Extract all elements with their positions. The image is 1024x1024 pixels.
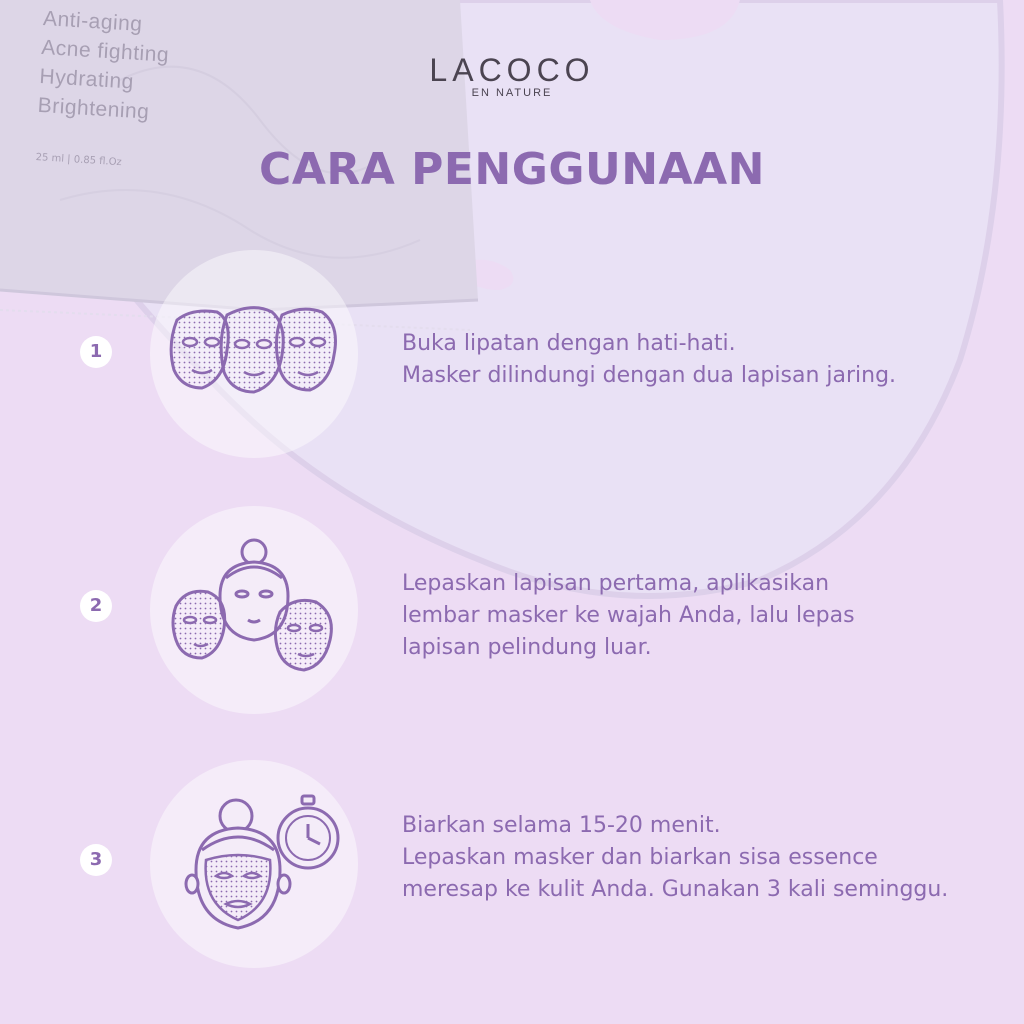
- step-3-text: [402, 810, 948, 906]
- step-2-line: lapisan pelindung luar.: [402, 635, 652, 660]
- folded-masks-icon: [162, 300, 346, 400]
- packet-benefit: Acne fighting: [40, 35, 170, 67]
- applying-mask-icon: [168, 536, 340, 676]
- step-1-line: Buka lipatan dengan hati-hati.: [402, 331, 736, 356]
- step-2-number: 2: [80, 590, 112, 622]
- page-title: CARA PENGGUNAAN: [259, 144, 765, 195]
- waiting-mask-timer-icon: [184, 794, 344, 940]
- step-3-line: Biarkan selama 15-20 menit.: [402, 813, 721, 838]
- step-3-line: meresap ke kulit Anda. Gunakan 3 kali seminggu.: [402, 877, 949, 902]
- packet-volume: 25 ml | 0.85 fl.Oz: [35, 152, 123, 169]
- brand-tagline: EN NATURE: [471, 87, 553, 99]
- step-3-line: Lepaskan masker dan biarkan sisa essence: [402, 845, 878, 870]
- brand-name: LACOCO: [429, 52, 595, 88]
- packet-benefit: Hydrating: [38, 64, 135, 94]
- stopwatch-icon: [278, 796, 338, 868]
- brand-logo: [0, 52, 1024, 99]
- step-1-text: [402, 328, 896, 392]
- step-2-line: lembar masker ke wajah Anda, lalu lepas: [402, 603, 855, 628]
- packet-benefit: Brightening: [37, 93, 151, 124]
- step-2-line: Lepaskan lapisan pertama, aplikasikan: [402, 571, 830, 596]
- step-1-number: 1: [80, 336, 112, 368]
- packet-benefit: Anti-aging: [42, 6, 144, 37]
- step-2-text: [402, 568, 855, 664]
- step-1-line: Masker dilindungi dengan dua lapisan jaring.: [402, 363, 897, 388]
- step-3-number: 3: [80, 844, 112, 876]
